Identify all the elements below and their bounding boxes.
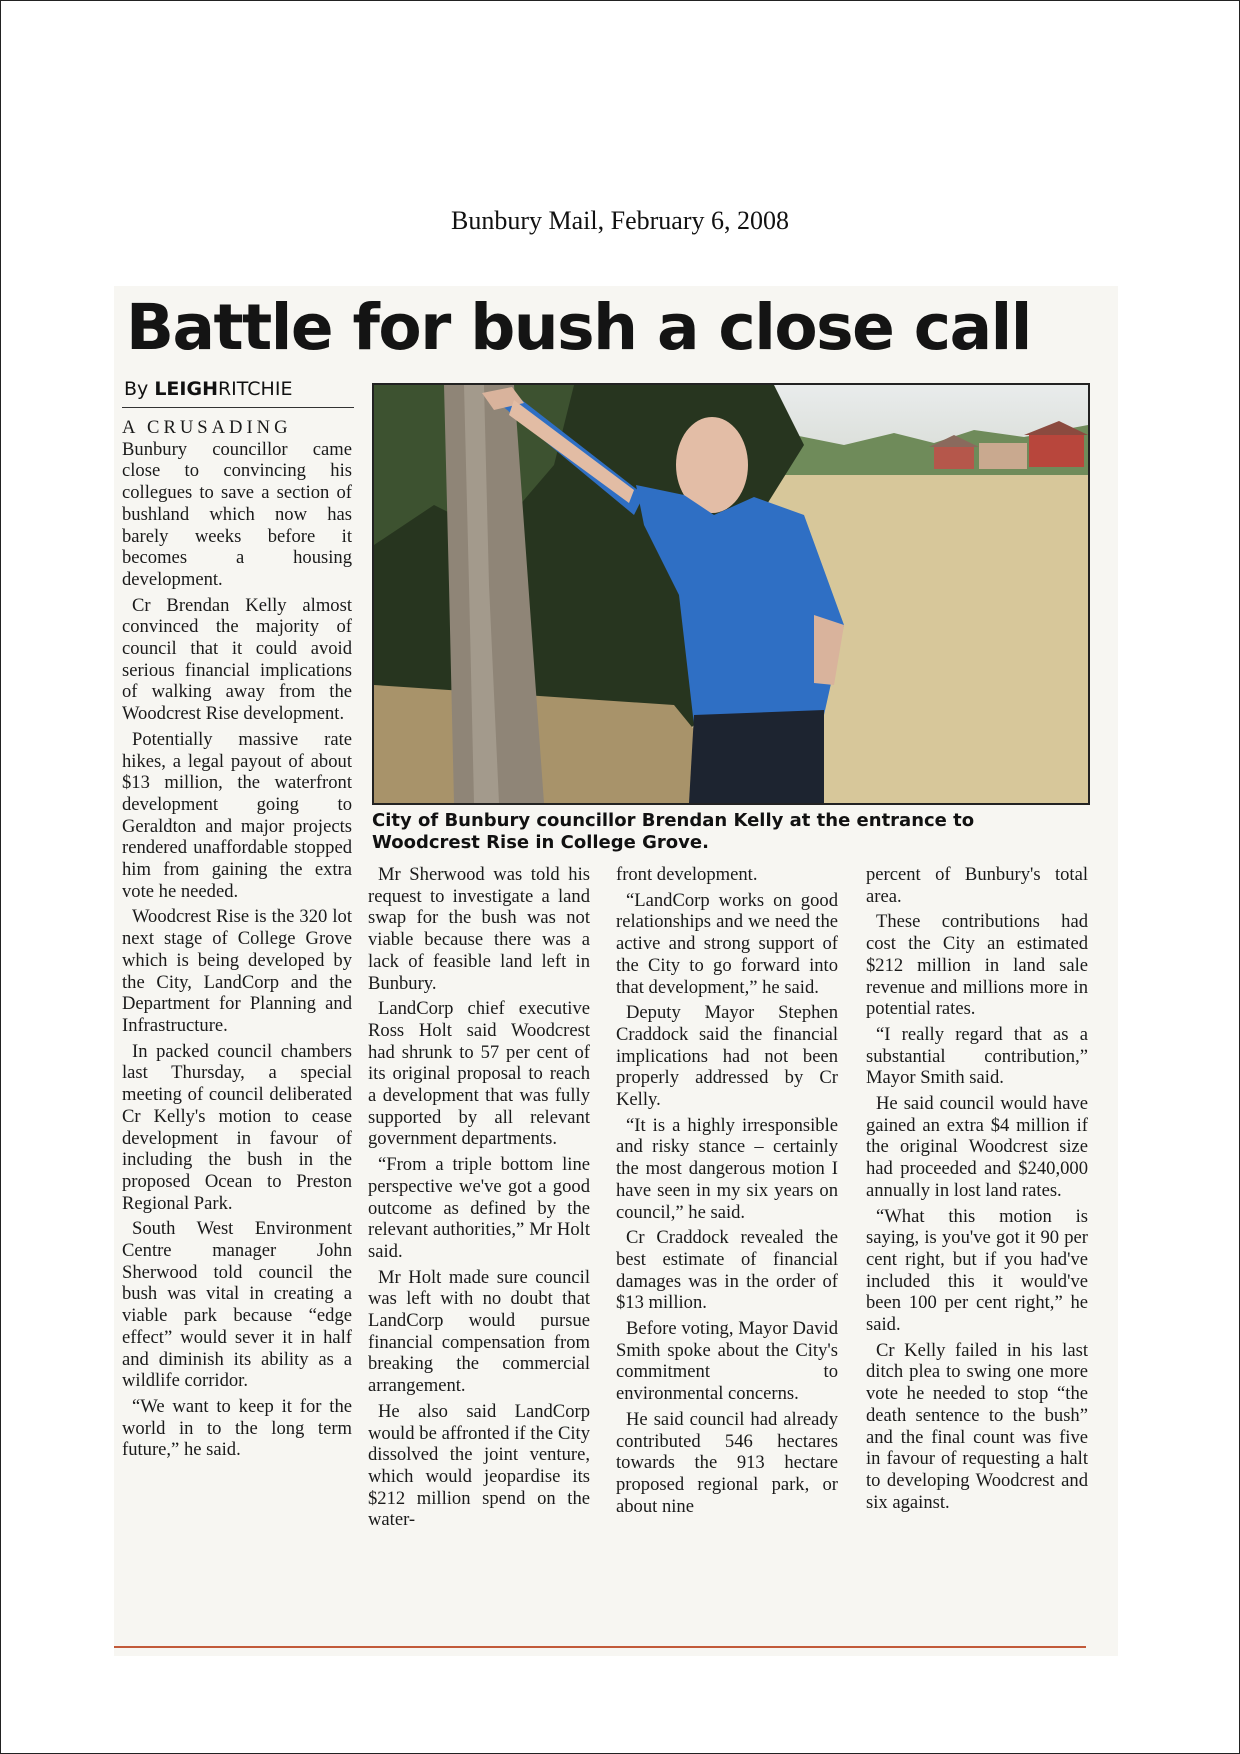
newspaper-clipping	[114, 286, 1118, 1656]
paragraph: “LandCorp works on good relationships and we need the active and strong support of the City to go forward into that development,” he said.	[616, 889, 838, 998]
lead-caps: A CRUSADING	[122, 417, 292, 438]
paragraph: Cr Craddock revealed the best estimate of financial damages was in the order of $13 million.	[616, 1227, 838, 1314]
paragraph: South West Environment Centre manager John Sherwood told council the bush was vital in creating a viable park because “edge effect” would sever it in half and diminish its ability as a wildlife corridor.	[122, 1218, 352, 1392]
paragraph: “It is a highly irresponsible and risky stance – certainly the most dangerous motion I have seen in my six years on council,” he said.	[616, 1114, 838, 1223]
photo-caption: City of Bunbury councillor Brendan Kelly at the entrance to Woodcrest Rise in College Grove.	[372, 810, 975, 853]
paragraph: These contributions had cost the City an estimated $212 million in land sale revenue and millions more in potential rates.	[866, 911, 1088, 1020]
column-3	[616, 864, 838, 1521]
paragraph: Mr Sherwood was told his request to investigate a land swap for the bush was not viable because there was a lack of feasible land left in Bunbury.	[368, 864, 590, 994]
paragraph: front development.	[616, 864, 758, 885]
byline-rule	[122, 407, 354, 408]
paragraph: Bunbury councillor came close to convincing his collegues to save a section of bushland which now has barely weeks before it becomes a housing development.	[122, 438, 352, 590]
byline-last-name: RITCHIE	[217, 378, 293, 400]
column-2	[368, 864, 590, 1535]
byline-first-name: LEIGH	[154, 378, 218, 400]
paragraph: Potentially massive rate hikes, a legal payout of about $13 million, the waterfront development going to Geraldton and major projects rendered unaffordable stopped him from gaining the extra vote he needed.	[122, 728, 352, 902]
paragraph: He said council would have gained an extra $4 million if the original Woodcrest size had proceeded and $240,000 annually in lost land rates.	[866, 1093, 1088, 1201]
paragraph: Cr Brendan Kelly almost convinced the majority of council that it could avoid serious financial implications of walking away from the Woodcrest Rise development.	[122, 594, 352, 725]
paragraph: “What this motion is saying, is you've got it 90 per cent right, but if you had've included this it would've been 100 per cent right,” he said.	[866, 1205, 1088, 1336]
byline-prefix: By	[124, 378, 149, 400]
paragraph: Deputy Mayor Stephen Craddock said the financial implications had not been properly addressed by Cr Kelly.	[616, 1002, 838, 1111]
bottom-rule	[114, 1646, 1086, 1648]
byline	[124, 378, 292, 400]
article-photo	[372, 383, 1090, 805]
paragraph: Cr Kelly failed in his last ditch plea to swing one more vote he needed to stop “the death sentence to the bush” and the final count was five in favour of requesting a halt to developing Woodcrest and six against.	[866, 1339, 1088, 1513]
photo-illustration	[374, 385, 1088, 803]
paragraph: Woodcrest Rise is the 320 lot next stage of College Grove which is being developed by the City, LandCorp and the Department for Planning and Infrastructure.	[122, 906, 352, 1036]
column-4	[866, 864, 1088, 1517]
photo-jeans	[689, 710, 824, 803]
paragraph: “We want to keep it for the world in to the long term future,” he said.	[122, 1395, 352, 1461]
paragraph: Mr Holt made sure council was left with no doubt that LandCorp would pursue financial compensation from breaking the commercial arrangement.	[368, 1266, 590, 1397]
paragraph: He also said LandCorp would be affronted if the City dissolved the joint venture, which would jeopardise its $212 million spend on the water-	[368, 1400, 590, 1531]
headline: Battle for bush a close call	[126, 291, 1031, 364]
paragraph: “I really regard that as a substantial contribution,” Mayor Smith said.	[866, 1023, 1088, 1089]
paragraph: Before voting, Mayor David Smith spoke about the City's commitment to environmental concerns.	[616, 1318, 838, 1405]
paragraph: percent of Bunbury's total area.	[866, 864, 1088, 907]
paragraph: He said council had already contributed 546 hectares towards the 913 hectare proposed regional park, or about nine	[616, 1408, 838, 1517]
lead-paragraph	[122, 417, 352, 591]
paragraph: “From a triple bottom line perspective we've got a good outcome as defined by the relevant authorities,” Mr Holt said.	[368, 1154, 590, 1262]
paragraph: LandCorp chief executive Ross Holt said Woodcrest had shrunk to 57 per cent of its original proposal to reach a development that was fully supported by all relevant government departments.	[368, 998, 590, 1150]
column-1	[122, 417, 352, 1465]
source-line: Bunbury Mail, February 6, 2008	[451, 206, 789, 235]
paragraph: In packed council chambers last Thursday, a special meeting of council deliberated Cr Kelly's motion to cease development in favour of including the bush in the proposed Ocean to Preston Regional Park.	[122, 1040, 352, 1214]
